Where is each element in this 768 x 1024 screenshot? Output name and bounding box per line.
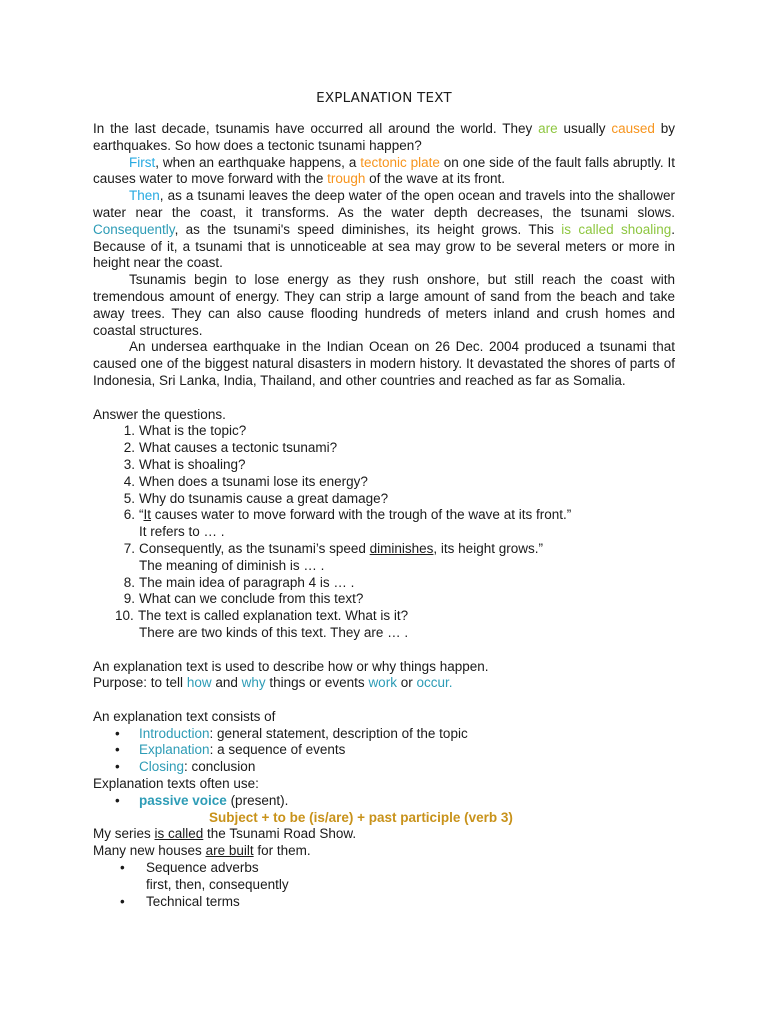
consists-heading: An explanation text consists of — [93, 708, 276, 724]
often-use-heading: Explanation texts often use: — [93, 776, 259, 792]
paragraph-2: First, when an earthquake happens, a tectonic plate on one side of the fault falls abruptly. It causes water to move forward with the trough of the wave at its front. — [93, 154, 676, 187]
passive-formula: Subject + to be (is/are) + past participle (verb 3) — [209, 809, 513, 825]
paragraph-3: Then, as a tsunami leaves the deep water of the open ocean and travels into the shallower water near the coast, it transforms. As the water depth decreases, the tsunami slows. Consequently, as the tsunami's speed diminishes, its height grows. This is called shoaling. Because of it, a tsunami that is unnoticeable at sea may grow to be several meters or more in height near the coast. — [93, 188, 676, 271]
list-item-continuation: The meaning of diminish is … . — [139, 557, 325, 573]
list-item-continuation: There are two kinds of this text. They are … . — [139, 624, 409, 640]
list-item: 3. What is shoaling? — [123, 456, 246, 472]
list-item: 6. “It causes water to move forward with the trough of the wave at its front.” — [123, 507, 572, 523]
list-item-continuation: It refers to … . — [139, 524, 225, 540]
sequence-words: first, then, consequently — [146, 876, 289, 892]
list-item: • Technical terms — [120, 893, 240, 909]
bullet-icon: • — [115, 725, 120, 741]
list-item: 2. What causes a tectonic tsunami? — [123, 440, 338, 456]
document-body — [93, 121, 675, 910]
list-item: 7. Consequently, as the tsunami’s speed diminishes, its height grows.” — [123, 540, 543, 556]
list-item: 5. Why do tsunamis cause a great damage? — [123, 490, 389, 506]
list-item: 4. When does a tsunami lose its energy? — [123, 473, 368, 489]
list-item: • Sequence adverbs — [120, 860, 259, 876]
questions-intro: Answer the questions. — [93, 406, 226, 422]
example-2: Many new houses are built for them. — [93, 843, 311, 859]
paragraph-5: An undersea earthquake in the Indian Ocean on 26 Dec. 2004 produced a tsunami that caused one of the biggest natural disasters in modern history. It devastated the shores of parts of Indonesia, Sri Lanka, India, Thailand, and other countries and reached as far as Somalia. — [93, 339, 675, 388]
bullet-icon: • — [115, 792, 120, 808]
definition: An explanation text is used to describe how or why things happen. — [93, 658, 489, 674]
list-item: 10. The text is called explanation text. What is it? — [115, 608, 409, 624]
list-item: • passive voice (present). — [115, 792, 289, 808]
bullet-icon: • — [120, 893, 125, 909]
bullet-icon: • — [115, 759, 120, 775]
paragraph-1: In the last decade, tsunamis have occurred all around the world. They are usually caused by earthquakes. So how does a tectonic tsunami happen? — [93, 121, 675, 153]
bullet-icon: • — [120, 860, 125, 876]
page-title: EXPLANATION TEXT — [316, 90, 452, 106]
questions-list — [93, 423, 675, 641]
list-item: • Closing: conclusion — [115, 759, 256, 775]
bullet-icon: • — [115, 742, 120, 758]
purpose: Purpose: to tell how and why things or events work or occur. — [93, 675, 453, 691]
list-item: 1. What is the topic? — [123, 423, 247, 439]
list-item: 9. What can we conclude from this text? — [123, 591, 364, 607]
list-item: • Introduction: general statement, description of the topic — [115, 725, 468, 741]
structure-list — [93, 726, 675, 776]
list-item: • Explanation: a sequence of events — [115, 742, 346, 758]
features-list — [93, 793, 675, 810]
example-1: My series is called the Tsunami Road Show. — [93, 826, 357, 842]
paragraph-4: Tsunamis begin to lose energy as they rush onshore, but still reach the coast with tremendous amount of energy. They can strip a large amount of sand from the beach and take away trees. They can also cause flooding hundreds of meters inland and crush homes and coastal structures. — [93, 272, 675, 338]
list-item: 8. The main idea of paragraph 4 is … . — [123, 574, 355, 590]
